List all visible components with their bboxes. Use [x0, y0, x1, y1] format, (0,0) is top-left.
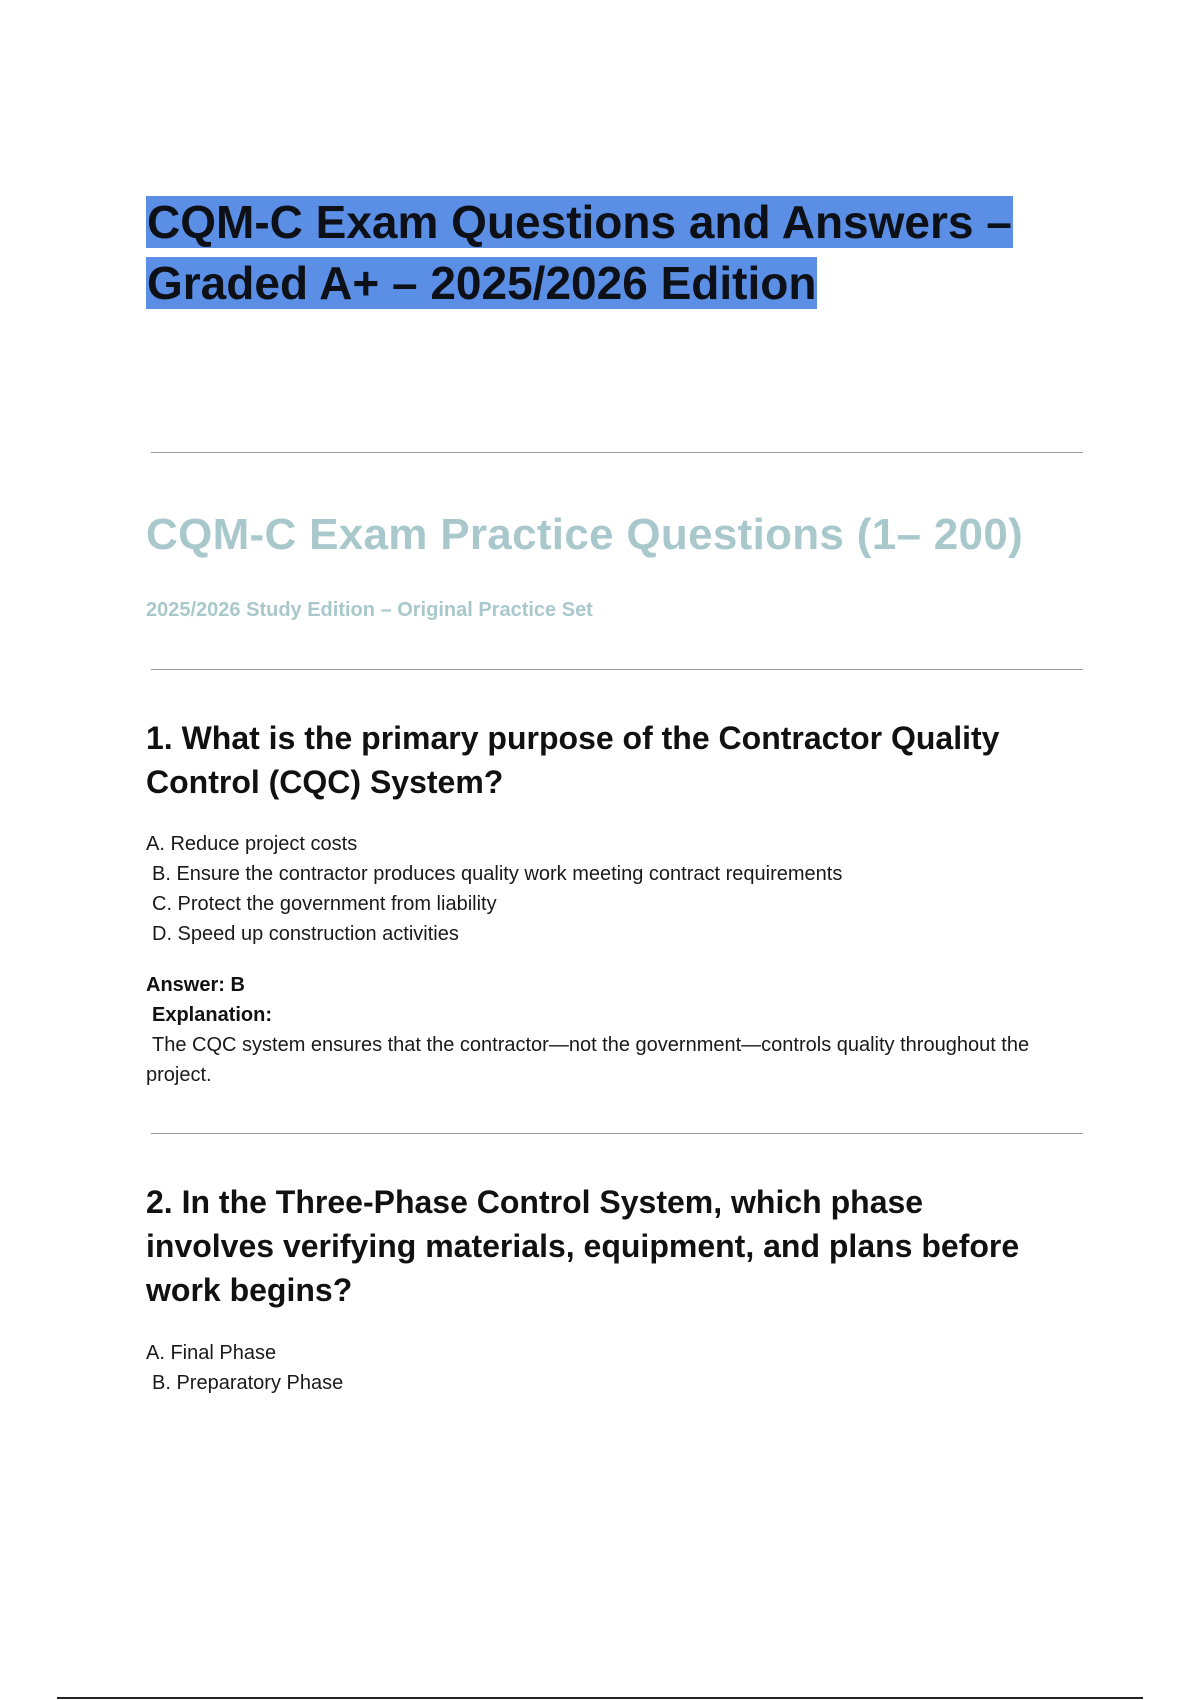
- question-1-option-c: C. Protect the government from liability: [152, 893, 497, 915]
- question-1-options: [146, 829, 1106, 949]
- question-1-title-line-2: Control (CQC) System?: [146, 764, 504, 800]
- question-1-option-d: D. Speed up construction activities: [152, 923, 459, 945]
- question-1-option-a: A. Reduce project costs: [146, 833, 358, 855]
- divider: [151, 452, 1083, 453]
- question-2-option-b: B. Preparatory Phase: [152, 1372, 344, 1394]
- document-title: [146, 192, 1086, 314]
- question-2-option-a: A. Final Phase: [146, 1342, 277, 1364]
- divider: [151, 1133, 1083, 1134]
- divider: [151, 669, 1083, 670]
- question-1-explanation-label: Explanation:: [152, 1004, 273, 1026]
- practice-title: CQM-C Exam Practice Questions (1– 200): [146, 510, 1024, 559]
- question-1-title-line-1: 1. What is the primary purpose of the Contractor Quality: [146, 720, 1000, 756]
- title-line-1: CQM-C Exam Questions and Answers –: [147, 196, 1012, 248]
- title-line-2: Graded A+ – 2025/2026 Edition: [147, 257, 817, 309]
- question-2-options: [146, 1338, 1106, 1398]
- question-2-title: [146, 1180, 1096, 1312]
- question-1-option-b: B. Ensure the contractor produces quality work meeting contract requirements: [152, 863, 843, 885]
- question-1-answer: Answer: B: [146, 974, 245, 996]
- question-2-title-line-1: 2. In the Three-Phase Control System, which phase: [146, 1184, 924, 1220]
- page-bottom-border: [57, 1697, 1143, 1699]
- question-2-title-line-2: involves verifying materials, equipment, and plans before: [146, 1228, 1020, 1264]
- question-2-title-line-3: work begins?: [146, 1272, 353, 1308]
- question-1-title: [146, 716, 1096, 804]
- question-1-explanation-text: The CQC system ensures that the contractor—not the government—controls quality throughout the project.: [146, 1034, 1030, 1086]
- practice-subtitle: 2025/2026 Study Edition – Original Practice Set: [146, 599, 593, 621]
